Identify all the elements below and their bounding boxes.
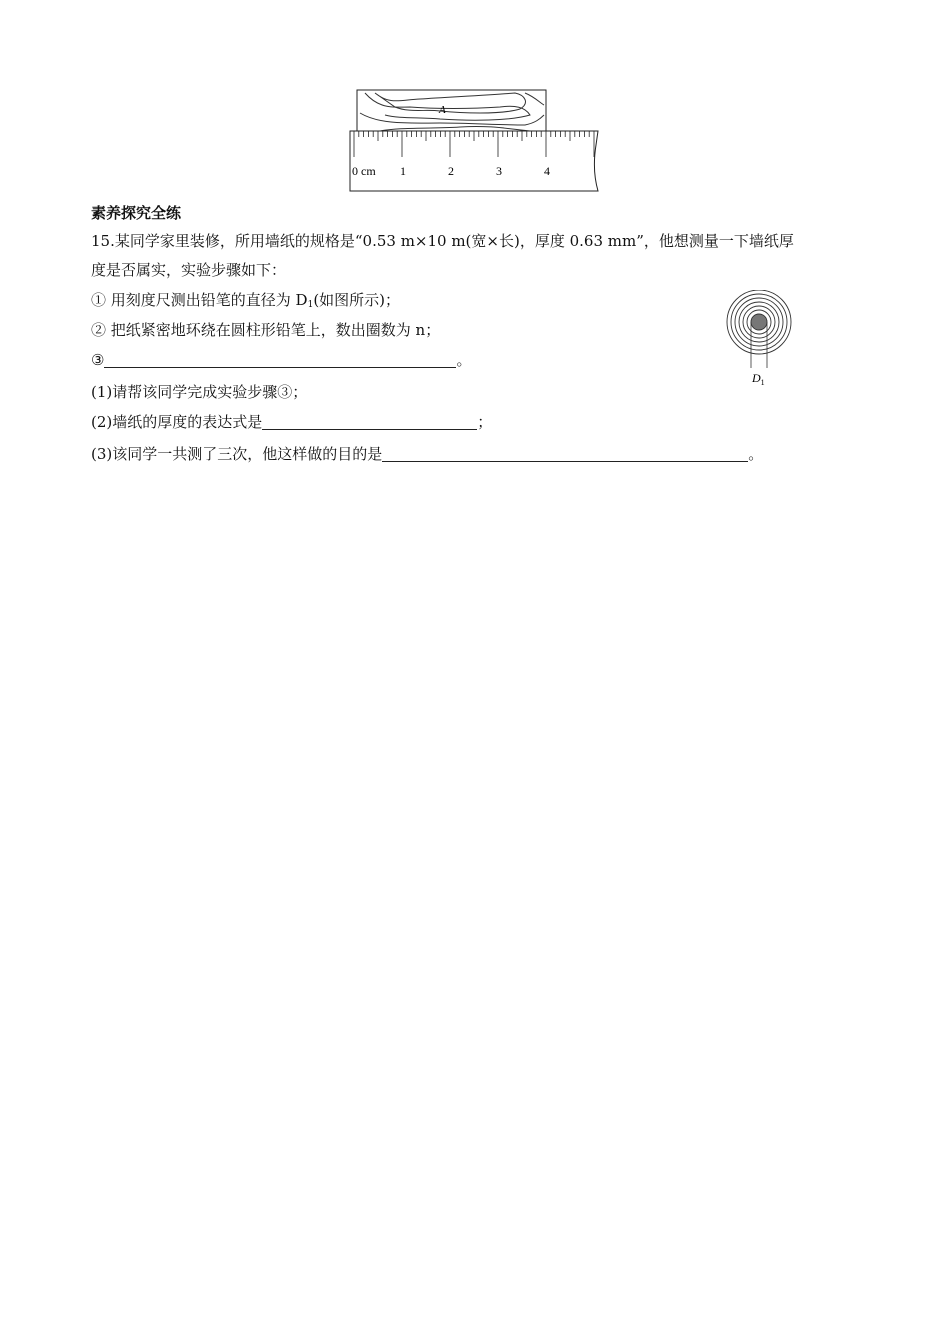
tick-label-2: 2 bbox=[448, 164, 454, 178]
sub-question-2-answer-blank[interactable] bbox=[262, 413, 477, 430]
sub-question-2-prefix: (2)墙纸的厚度的表达式是 bbox=[91, 413, 263, 431]
sub-question-3-suffix: 。 bbox=[748, 445, 764, 463]
question-stem-line1: 15.某同学家里装修，所用墙纸的规格是“0.53 m×10 m(宽×长)，厚度 0.63 mm”，他想测量一下墙纸厚 bbox=[91, 232, 794, 250]
step-3 bbox=[91, 348, 471, 372]
sub-question-1: (1)请帮该同学完成实验步骤③； bbox=[91, 383, 308, 401]
sub-question-3-prefix: (3)该同学一共测了三次，他这样做的目的是 bbox=[91, 445, 383, 463]
step-1-prefix: ① 用刻度尺测出铅笔的直径为 D bbox=[91, 291, 308, 309]
pencil-coil-figure bbox=[722, 290, 802, 390]
ruler-measurement-figure bbox=[340, 85, 610, 200]
diameter-label-letter: D bbox=[752, 371, 761, 385]
sub-question-3 bbox=[91, 442, 763, 466]
section-title: 素养探究全练 bbox=[91, 204, 182, 222]
diameter-label bbox=[751, 371, 765, 387]
step-1-subscript: 1 bbox=[307, 300, 314, 310]
diameter-label-subscript: 1 bbox=[760, 378, 765, 387]
tick-label-1: 1 bbox=[400, 164, 406, 178]
wooden-block bbox=[357, 90, 546, 132]
step-1-suffix: (如图所示)； bbox=[313, 291, 401, 309]
tick-label-0: 0 cm bbox=[352, 164, 376, 178]
step-3-suffix: 。 bbox=[456, 351, 472, 369]
step-1 bbox=[91, 288, 400, 317]
step-3-answer-blank[interactable] bbox=[104, 351, 456, 368]
pencil-cross-section bbox=[751, 314, 767, 330]
step-2: ② 把纸紧密地环绕在圆柱形铅笔上，数出圈数为 n； bbox=[91, 321, 441, 339]
step-3-prefix: ③ bbox=[91, 351, 105, 369]
block-label: A bbox=[439, 104, 446, 116]
sub-question-2 bbox=[91, 410, 492, 434]
sub-question-2-suffix: ； bbox=[477, 413, 493, 431]
question-stem-line2: 度是否属实，实验步骤如下： bbox=[91, 261, 287, 279]
sub-question-3-answer-blank[interactable] bbox=[382, 445, 748, 462]
tick-label-4: 4 bbox=[544, 164, 550, 178]
tick-label-3: 3 bbox=[496, 164, 502, 178]
